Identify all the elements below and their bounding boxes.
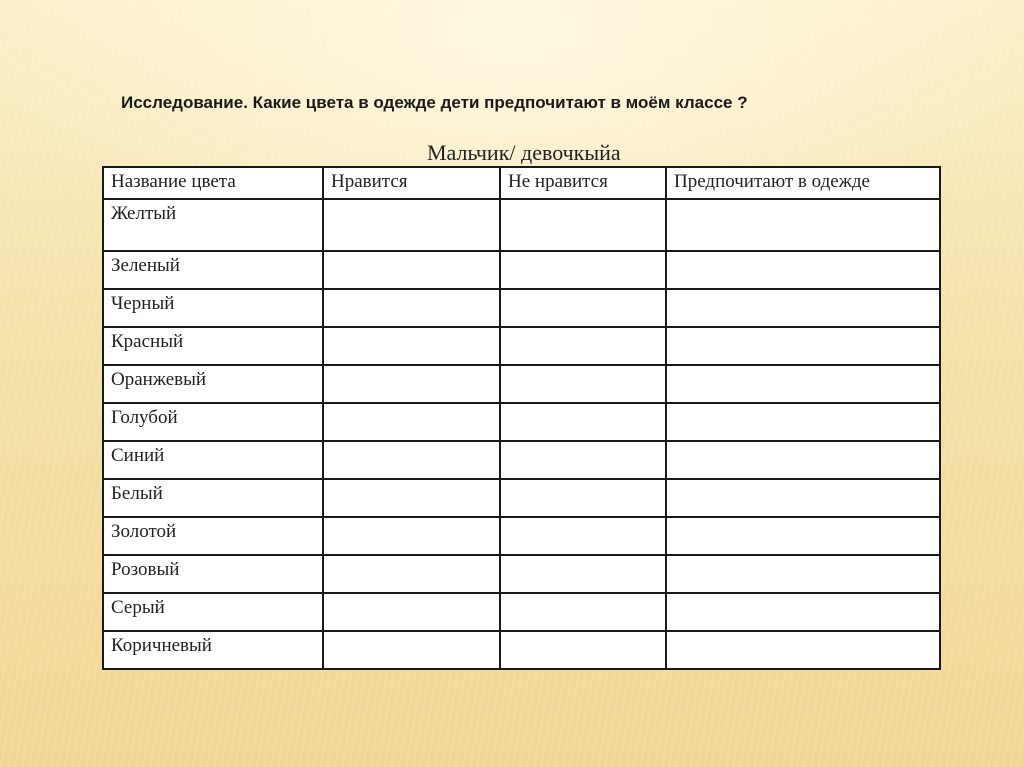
prefer-cell	[666, 593, 940, 631]
color-name-cell: Синий	[103, 441, 323, 479]
prefer-cell	[666, 327, 940, 365]
dislike-cell	[500, 593, 666, 631]
table-row	[103, 289, 940, 327]
table-row	[103, 593, 940, 631]
prefer-cell	[666, 365, 940, 403]
color-name-cell: Золотой	[103, 517, 323, 555]
table-row	[103, 555, 940, 593]
dislike-cell	[500, 327, 666, 365]
like-cell	[323, 365, 500, 403]
like-cell	[323, 441, 500, 479]
dislike-cell	[500, 199, 666, 251]
dislike-cell	[500, 441, 666, 479]
table-row	[103, 199, 940, 251]
like-cell	[323, 403, 500, 441]
color-name-cell: Голубой	[103, 403, 323, 441]
color-name-cell: Желтый	[103, 199, 323, 251]
like-cell	[323, 199, 500, 251]
prefer-cell	[666, 199, 940, 251]
table-row	[103, 403, 940, 441]
prefer-cell	[666, 289, 940, 327]
dislike-cell	[500, 479, 666, 517]
prefer-cell	[666, 441, 940, 479]
color-name-cell: Оранжевый	[103, 365, 323, 403]
column-header-like: Нравится	[323, 167, 500, 199]
like-cell	[323, 289, 500, 327]
color-name-cell: Серый	[103, 593, 323, 631]
color-name-cell: Белый	[103, 479, 323, 517]
like-cell	[323, 555, 500, 593]
slide-heading: Исследование. Какие цвета в одежде дети предпочитают в моём классе ?	[121, 93, 748, 112]
column-header-color-name: Название цвета	[103, 167, 323, 199]
dislike-cell	[500, 289, 666, 327]
like-cell	[323, 631, 500, 669]
color-name-cell: Красный	[103, 327, 323, 365]
dislike-cell	[500, 631, 666, 669]
color-name-cell: Розовый	[103, 555, 323, 593]
color-name-cell: Черный	[103, 289, 323, 327]
slide-subtitle: Мальчик/ девочкыйа	[427, 140, 621, 165]
table-row	[103, 517, 940, 555]
dislike-cell	[500, 555, 666, 593]
prefer-cell	[666, 555, 940, 593]
column-header-prefer: Предпочитают в одежде	[666, 167, 940, 199]
table-header-row	[103, 167, 940, 199]
dislike-cell	[500, 403, 666, 441]
color-name-cell: Зеленый	[103, 251, 323, 289]
dislike-cell	[500, 365, 666, 403]
dislike-cell	[500, 251, 666, 289]
color-name-cell: Коричневый	[103, 631, 323, 669]
table-row	[103, 479, 940, 517]
table-row	[103, 365, 940, 403]
like-cell	[323, 517, 500, 555]
table-row	[103, 441, 940, 479]
prefer-cell	[666, 517, 940, 555]
prefer-cell	[666, 631, 940, 669]
table-row	[103, 631, 940, 669]
like-cell	[323, 327, 500, 365]
prefer-cell	[666, 403, 940, 441]
prefer-cell	[666, 479, 940, 517]
color-preference-table	[102, 166, 941, 670]
table-row	[103, 327, 940, 365]
like-cell	[323, 593, 500, 631]
prefer-cell	[666, 251, 940, 289]
table-row	[103, 251, 940, 289]
like-cell	[323, 479, 500, 517]
like-cell	[323, 251, 500, 289]
dislike-cell	[500, 517, 666, 555]
column-header-dislike: Не нравится	[500, 167, 666, 199]
